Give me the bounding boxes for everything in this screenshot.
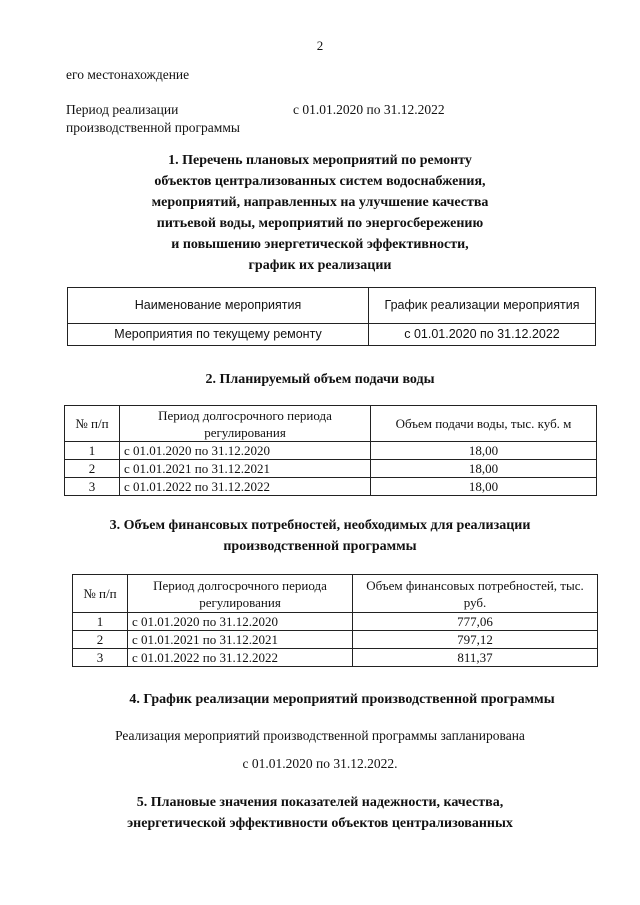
section1-heading-line: объектов централизованных систем водоснабжения,	[154, 174, 486, 189]
period-cell: с 01.01.2022 по 31.12.2022	[120, 478, 371, 496]
section1-heading-line: мероприятий, направленных на улучшение качества	[151, 195, 489, 210]
table-cell: Мероприятия по текущему ремонту	[68, 324, 369, 346]
table-header-row	[68, 288, 596, 324]
period-label-line1: Период реализации	[66, 102, 179, 117]
row-number: 3	[65, 478, 120, 496]
row-number: 3	[73, 649, 128, 667]
table-row	[68, 324, 596, 346]
table-header-row	[65, 406, 597, 442]
section5-heading-line: энергетической эффективности объектов централизованных	[127, 816, 513, 831]
period-cell: с 01.01.2020 по 31.12.2020	[128, 613, 353, 631]
table-cell: с 01.01.2020 по 31.12.2022	[369, 324, 596, 346]
row-number: 1	[73, 613, 128, 631]
period-cell: с 01.01.2021 по 31.12.2021	[120, 460, 371, 478]
period-value: с 01.01.2020 по 31.12.2022	[293, 102, 445, 117]
section3-heading-line: 3. Объем финансовых потребностей, необходимых для реализации	[109, 518, 531, 533]
section4-text-line1: Реализация мероприятий производственной программы запланирована	[115, 728, 525, 743]
value-cell: 811,37	[353, 649, 598, 667]
table-row	[73, 649, 598, 667]
table-row	[73, 631, 598, 649]
column-header: Период долгосрочного периода регулирования	[120, 406, 371, 442]
value-cell: 18,00	[371, 442, 597, 460]
value-cell: 18,00	[371, 478, 597, 496]
table-row	[65, 460, 597, 478]
table-row	[65, 478, 597, 496]
section5-heading-line: 5. Плановые значения показателей надежности, качества,	[136, 795, 504, 810]
period-label-line2: производственной программы	[66, 120, 240, 135]
column-header: Объем финансовых потребностей, тыс. руб.	[353, 575, 598, 613]
section1-heading-line: график их реализации	[248, 258, 392, 273]
section1-heading-line: 1. Перечень плановых мероприятий по ремонту	[168, 153, 472, 168]
section3-heading-line: производственной программы	[223, 539, 417, 554]
section1-heading	[0, 150, 640, 276]
column-header: Объем подачи воды, тыс. куб. м	[371, 406, 597, 442]
section4-heading: 4. График реализации мероприятий производственной программы	[129, 692, 555, 707]
value-cell: 797,12	[353, 631, 598, 649]
column-header: График реализации мероприятия	[369, 288, 596, 324]
section2-table	[64, 405, 597, 496]
value-cell: 18,00	[371, 460, 597, 478]
column-header: Наименование мероприятия	[68, 288, 369, 324]
section3-heading	[0, 515, 640, 557]
period-cell: с 01.01.2021 по 31.12.2021	[128, 631, 353, 649]
period-cell: с 01.01.2022 по 31.12.2022	[128, 649, 353, 667]
period-cell: с 01.01.2020 по 31.12.2020	[120, 442, 371, 460]
page-number: 2	[316, 38, 324, 53]
column-header: Период долгосрочного периода регулирования	[128, 575, 353, 613]
column-header: № п/п	[65, 406, 120, 442]
section1-table	[67, 287, 596, 346]
row-number: 2	[65, 460, 120, 478]
location-line: его местонахождение	[66, 67, 190, 82]
section2-heading: 2. Планируемый объем подачи воды	[205, 372, 435, 387]
section1-heading-line: и повышению энергетической эффективности,	[171, 237, 469, 252]
column-header: № п/п	[73, 575, 128, 613]
table-row	[65, 442, 597, 460]
section5-heading	[0, 792, 640, 834]
section4-text-line2: с 01.01.2020 по 31.12.2022.	[242, 756, 398, 771]
row-number: 2	[73, 631, 128, 649]
section3-table	[72, 574, 598, 667]
section1-heading-line: питьевой воды, мероприятий по энергосбережению	[156, 216, 484, 231]
table-row	[73, 613, 598, 631]
table-header-row	[73, 575, 598, 613]
row-number: 1	[65, 442, 120, 460]
value-cell: 777,06	[353, 613, 598, 631]
